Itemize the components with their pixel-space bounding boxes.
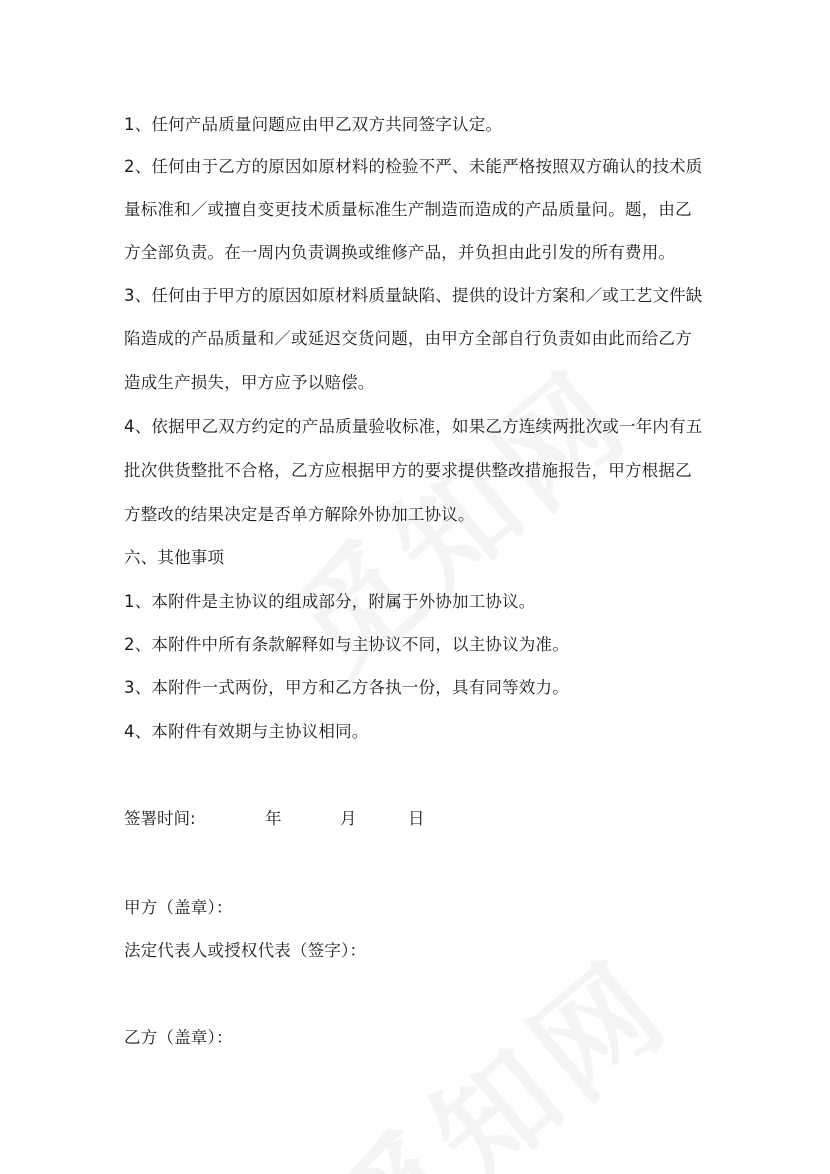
text-line: 方全部负责。在一周内负责调换或维修产品，并负担由此引发的所有费用。 — [124, 243, 676, 262]
signing-month-label: 月 — [340, 809, 357, 828]
signing-year-label: 年 — [265, 809, 282, 828]
text-line: 造成生产损失，甲方应予以赔偿。 — [124, 373, 375, 392]
text-line: 4、依据甲乙双方约定的产品质量验收标准，如果乙方连续两批次或一年内有五 — [124, 417, 703, 436]
signing-date-label: 签署时间: — [124, 809, 196, 828]
text-line: 批次供货整批不合格，乙方应根据甲方的要求提供整改措施报告，甲方根据乙 — [124, 461, 692, 480]
party-b-seal-label: 乙方（盖章）： — [124, 1028, 233, 1047]
text-line: 2、任何由于乙方的原因如原材料的检验不严、未能严格按照双方确认的技术质 — [124, 157, 703, 176]
text-line: 3、任何由于甲方的原因如原材料质量缺陷、提供的设计方案和／或工艺文件缺 — [124, 286, 703, 305]
party-a-seal-label: 甲方（盖章）： — [124, 898, 233, 917]
text-line: 方整改的结果决定是否单方解除外协加工协议。 — [124, 505, 475, 524]
text-line: 量标准和／或擅自变更技术质量标准生产制造而造成的产品质量问。题，由乙 — [124, 200, 692, 219]
legal-representative-label: 法定代表人或授权代表（签字）： — [124, 941, 367, 960]
text-line: 1、任何产品质量问题应由甲乙双方共同签字认定。 — [124, 115, 503, 134]
text-line: 陷造成的产品质量和／或延迟交货问题，由甲方全部自行负责如由此而给乙方 — [124, 329, 692, 348]
text-line: 2、本附件中所有条款解释如与主协议不同，以主协议为准。 — [124, 635, 569, 654]
signing-day-label: 日 — [408, 809, 425, 828]
text-line: 1、本附件是主协议的组成部分，附属于外协加工协议。 — [124, 592, 536, 611]
text-line: 4、本附件有效期与主协议相同。 — [124, 722, 369, 741]
text-line: 3、本附件一式两份，甲方和乙方各执一份，具有同等效力。 — [124, 678, 569, 697]
section-heading: 六、其他事项 — [124, 548, 225, 567]
